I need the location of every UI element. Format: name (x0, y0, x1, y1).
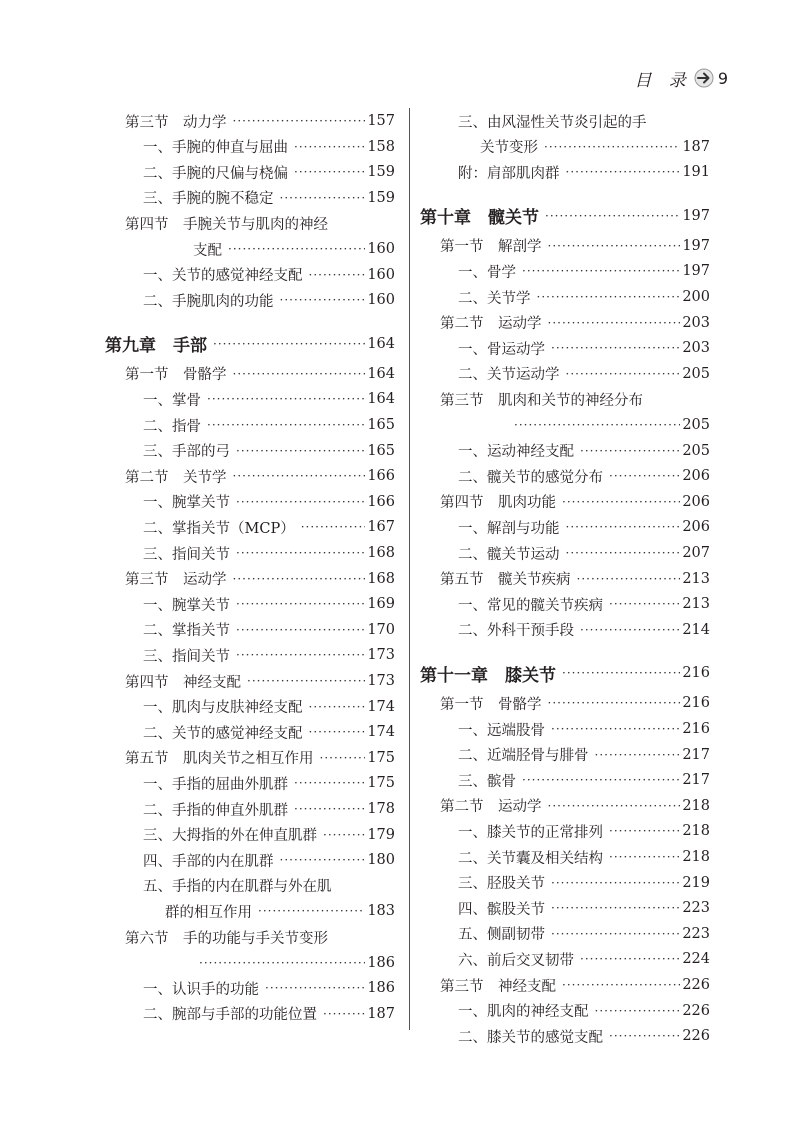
toc-leader-dots (213, 337, 365, 351)
toc-entry-page: 226 (682, 977, 710, 993)
toc-entry-page: 183 (367, 903, 395, 920)
toc-entry-label: 二、掌指关节 (143, 623, 230, 640)
toc-entry-page: 167 (367, 519, 395, 536)
toc-entry (420, 946, 710, 972)
toc-entry-page: 187 (682, 138, 710, 155)
toc-entry-page: 160 (367, 292, 395, 309)
toc-entry-label: 二、手指的伸直外肌群 (143, 802, 288, 819)
toc-entry-page: 178 (367, 801, 395, 817)
toc-entry-page: 186 (367, 954, 395, 971)
toc-leader-dots (609, 824, 680, 838)
toc-entry (105, 770, 395, 796)
toc-leader-dots (320, 751, 366, 765)
toc-leader-dots (522, 773, 680, 787)
toc-entry-page: 200 (682, 289, 710, 305)
toc-entry-page: 166 (367, 493, 395, 510)
toc-entry (105, 975, 395, 1001)
toc-entry-label: 第三节 运动学 (125, 572, 227, 589)
toc-leader-dots (236, 597, 365, 611)
toc-entry (420, 716, 710, 742)
toc-entry-label: 三、由风湿性关节炎引起的手 (458, 114, 647, 131)
toc-entry (105, 924, 395, 950)
toc-entry-page: 206 (682, 468, 710, 485)
toc-entry-label: 四、手部的内在肌群 (143, 853, 274, 870)
toc-entry-page: 174 (367, 698, 395, 715)
toc-entry (105, 540, 395, 566)
toc-entry-label: 一、骨学 (458, 264, 516, 281)
toc-leader-dots (258, 904, 365, 918)
toc-leader-dots (551, 341, 680, 355)
toc-entry-label: 一、运动神经支配 (458, 444, 574, 461)
toc-entry-page: 218 (682, 849, 710, 865)
toc-entry (420, 310, 710, 336)
toc-entry-page: 158 (367, 138, 395, 155)
toc-entry-page: 174 (367, 724, 395, 741)
toc-leader-dots (233, 469, 366, 483)
toc-entry-page: 203 (682, 340, 710, 357)
toc-entry-label: 二、关节的感觉神经支配 (143, 725, 303, 742)
toc-leader-dots (301, 520, 366, 534)
toc-entry-page: 217 (682, 746, 710, 763)
toc-leader-dots (609, 469, 680, 483)
toc-leader-dots (294, 802, 365, 816)
toc-entry-label: 二、髋关节运动 (458, 546, 560, 563)
toc-entry-page: 219 (682, 874, 710, 891)
toc-leader-dots (551, 722, 680, 736)
toc-leader-dots (247, 674, 365, 688)
toc-entry (420, 386, 710, 412)
toc-leader-dots (580, 952, 680, 966)
toc-leader-dots (265, 981, 365, 995)
toc-entry-label: 关节变形 (480, 140, 538, 157)
toc-entry-label: 第二节 关节学 (125, 469, 227, 486)
toc-entry (420, 361, 710, 387)
toc-entry-label: 第四节 神经支配 (125, 674, 241, 691)
toc-entry-label: 一、骨运动学 (458, 341, 545, 358)
toc-entry-page: 169 (367, 596, 395, 613)
toc-entry-label: 一、关节的感觉神经支配 (143, 268, 303, 285)
toc-entry-label: 第十章 髋关节 (420, 208, 539, 229)
toc-entry (420, 233, 710, 259)
toc-leader-dots (207, 418, 365, 432)
toc-entry-label: 第一节 解剖学 (440, 239, 542, 256)
toc-entry-page: 179 (367, 826, 395, 843)
toc-entry (420, 617, 710, 643)
toc-entry (105, 591, 395, 617)
toc-leader-dots (309, 725, 366, 739)
toc-leader-dots (595, 748, 681, 762)
toc-entry-page: 164 (367, 335, 395, 352)
toc-entry-label: 一、手指的屈曲外肌群 (143, 776, 288, 793)
column-divider (409, 108, 410, 1030)
toc-entry (420, 258, 710, 284)
toc-leader-dots (566, 520, 681, 534)
toc-entry-page: 160 (367, 241, 395, 257)
toc-entry-page: 175 (367, 775, 395, 792)
toc-entry-label: 支配 (193, 242, 222, 259)
toc-entry (105, 287, 395, 313)
toc-entry (105, 898, 395, 924)
toc-entry-page: 168 (367, 545, 395, 561)
toc-entry-label: 一、掌骨 (143, 392, 201, 409)
toc-entry-page: 175 (367, 749, 395, 766)
toc-entry-page: 157 (367, 113, 395, 129)
toc-entry-label: 三、手部的弓 (143, 444, 230, 461)
toc-entry-label: 二、手腕肌肉的功能 (143, 293, 274, 310)
toc-entry-page: 165 (367, 417, 395, 433)
toc-entry-label: 一、远端股骨 (458, 722, 545, 739)
toc-entry-page: 224 (682, 951, 710, 968)
toc-entry-page: 197 (682, 207, 710, 224)
toc-entry-label: 群的相互作用 (165, 904, 252, 921)
toc-entry (420, 921, 710, 947)
toc-entry-label: 三、大拇指的外在伸直肌群 (143, 828, 317, 845)
toc-entry-page: 216 (682, 695, 710, 712)
toc-entry-page: 205 (682, 365, 710, 382)
toc-entry (105, 822, 395, 848)
toc-entry (420, 489, 710, 515)
toc-entry-label: 第三节 肌肉和关节的神经分布 (440, 392, 643, 409)
toc-entry (105, 438, 395, 464)
toc-entry-page: 173 (367, 647, 395, 664)
toc-leader-dots (609, 1029, 680, 1043)
toc-entry-label: 二、腕部与手部的功能位置 (143, 1007, 317, 1024)
toc-entry-label: 二、外科干预手段 (458, 623, 574, 640)
toc-leader-dots (580, 623, 680, 637)
toc-entry-page: 159 (367, 189, 395, 206)
toc-entry-label: 六、前后交叉韧带 (458, 952, 574, 969)
toc-leader-dots (548, 799, 681, 813)
toc-chapter (420, 656, 710, 690)
toc-entry-label: 第十一章 膝关节 (420, 665, 556, 686)
toc-entry (420, 566, 710, 592)
toc-leader-dots (236, 546, 365, 560)
toc-entry-label: 三、髌骨 (458, 773, 516, 790)
toc-entry (105, 642, 395, 668)
toc-entry-page: 164 (367, 391, 395, 408)
toc-entry-label: 三、指间关节 (143, 648, 230, 665)
toc-leader-dots (566, 367, 681, 381)
toc-entry-page: 205 (682, 417, 710, 433)
toc-entry (105, 694, 395, 720)
toc-entry-label: 第六节 手的功能与手关节变形 (125, 930, 328, 947)
toc-entry (105, 108, 395, 134)
toc-entry-label: 第九章 手部 (105, 336, 207, 357)
toc-entry-page: 203 (682, 314, 710, 331)
toc-entry-label: 二、关节运动学 (458, 367, 560, 384)
toc-entry-label: 二、近端胫骨与腓骨 (458, 748, 589, 765)
toc-entry-page: 170 (367, 621, 395, 638)
toc-entry-label: 第二节 运动学 (440, 799, 542, 816)
toc-entry (105, 210, 395, 236)
toc-entry-page: 197 (682, 237, 710, 254)
toc-leader-dots (566, 546, 681, 560)
toc-entry-page: 217 (682, 772, 710, 789)
toc-entry-page: 207 (682, 545, 710, 561)
toc-leader-dots (577, 572, 681, 586)
toc-leader-dots (294, 140, 365, 154)
toc-entry-label: 第五节 肌肉关节之相互作用 (125, 751, 314, 768)
toc-entry-page: 159 (367, 164, 395, 181)
running-header (634, 64, 728, 92)
toc-leader-dots (545, 209, 680, 223)
toc-leader-dots (280, 293, 366, 307)
toc-entry-label: 五、手指的内在肌群与外在肌 (143, 879, 332, 896)
toc-entry (420, 540, 710, 566)
toc-leader-dots (233, 572, 366, 586)
toc-entry-page: 205 (682, 442, 710, 459)
toc-entry (105, 134, 395, 160)
toc-leader-dots (548, 316, 681, 330)
toc-entry-label: 第一节 骨骼学 (440, 696, 542, 713)
toc-entry (420, 412, 710, 438)
toc-entry-page: 186 (367, 980, 395, 997)
toc-leader-dots (233, 114, 366, 128)
toc-entry (105, 745, 395, 771)
toc-entry-label: 二、髋关节的感觉分布 (458, 469, 603, 486)
toc-entry-label: 二、掌指关节（MCP） (143, 520, 295, 537)
toc-entry-label: 四、髌股关节 (458, 901, 545, 918)
header-page-number: 9 (717, 68, 728, 88)
toc-entry-label: 二、膝关节的感觉支配 (458, 1029, 603, 1046)
toc-entry-page: 213 (682, 596, 710, 613)
toc-entry (105, 412, 395, 438)
toc-entry-label: 一、腕掌关节 (143, 597, 230, 614)
toc-entry-label: 一、常见的髋关节疾病 (458, 597, 603, 614)
toc-entry (420, 767, 710, 793)
toc-entry-page: 218 (682, 823, 710, 840)
toc-entry-page: 206 (682, 519, 710, 536)
toc-entry-page: 214 (682, 621, 710, 638)
toc-entry-page: 218 (682, 797, 710, 814)
toc-leader-dots (207, 392, 365, 406)
toc-leader-dots (522, 264, 680, 278)
toc-entry-label: 二、指骨 (143, 418, 201, 435)
toc-entry (105, 361, 395, 387)
toc-entry (105, 514, 395, 540)
toc-chapter (420, 199, 710, 233)
toc-entry-label: 二、关节学 (458, 290, 531, 307)
header-title: 目 录 (634, 70, 692, 91)
toc-entry-page: 206 (682, 493, 710, 510)
toc-leader-dots (548, 696, 681, 710)
toc-entry (420, 1023, 710, 1049)
toc-entry-page: 216 (682, 721, 710, 737)
toc-entry-page: 166 (367, 468, 395, 485)
toc-entry (105, 236, 395, 262)
toc-entry-label: 一、解剖与功能 (458, 520, 560, 537)
toc-entry (420, 895, 710, 921)
toc-leader-dots (236, 648, 365, 662)
toc-entry-page: 223 (682, 900, 710, 917)
toc-entry (105, 262, 395, 288)
toc-entry (105, 1001, 395, 1027)
toc-entry-label: 一、膝关节的正常排列 (458, 824, 603, 841)
toc-entry-label: 第四节 手腕关节与肌肉的神经 (125, 216, 328, 233)
toc-entry-label: 一、腕掌关节 (143, 495, 230, 512)
toc-entry (420, 159, 710, 185)
toc-entry (105, 796, 395, 822)
toc-entry-label: 附：肩部肌肉群 (458, 165, 560, 182)
toc-entry (420, 690, 710, 716)
toc-leader-dots (233, 367, 366, 381)
toc-entry-page: 164 (367, 365, 395, 382)
toc-entry (105, 847, 395, 873)
toc-entry-page: 165 (367, 442, 395, 459)
toc-leader-dots (609, 597, 680, 611)
toc-chapter (105, 327, 395, 361)
toc-entry (105, 719, 395, 745)
toc-entry-page: 191 (682, 164, 710, 181)
toc-entry-label: 第四节 肌肉功能 (440, 495, 556, 512)
toc-leader-dots (309, 700, 366, 714)
toc-leader-dots (609, 850, 680, 864)
toc-entry (420, 870, 710, 896)
toc-leader-dots (551, 876, 680, 890)
toc-entry-page: 180 (367, 852, 395, 869)
toc-entry-label: 第三节 神经支配 (440, 978, 556, 995)
toc-entry (420, 134, 710, 160)
toc-entry-label: 一、肌肉与皮肤神经支配 (143, 700, 303, 717)
toc-entry (420, 335, 710, 361)
toc-entry (105, 668, 395, 694)
toc-entry-label: 第五节 髋关节疾病 (440, 572, 571, 589)
toc-entry-page: 173 (367, 673, 395, 689)
toc-leader-dots (580, 444, 680, 458)
toc-entry (105, 489, 395, 515)
toc-leader-dots (537, 290, 681, 304)
toc-leader-dots (562, 978, 680, 992)
right-arrow-circle-icon (694, 68, 714, 88)
toc-leader-dots (236, 444, 365, 458)
toc-entry (420, 108, 710, 134)
toc-leader-dots (236, 623, 365, 637)
toc-entry (420, 844, 710, 870)
toc-entry (105, 463, 395, 489)
toc-entry (420, 438, 710, 464)
toc-leader-dots (514, 418, 680, 432)
toc-entry (420, 972, 710, 998)
toc-entry (420, 742, 710, 768)
toc-entry (105, 873, 395, 899)
toc-entry-label: 三、指间关节 (143, 546, 230, 563)
toc-entry-label: 五、侧副韧带 (458, 927, 545, 944)
toc-leader-dots (323, 1007, 365, 1021)
toc-entry-label: 一、认识手的功能 (143, 981, 259, 998)
toc-entry-page: 213 (682, 570, 710, 587)
toc-entry (105, 185, 395, 211)
toc-leader-dots (236, 495, 365, 509)
toc-entry (420, 591, 710, 617)
toc-entry-page: 226 (682, 1002, 710, 1019)
toc-leader-dots (551, 927, 680, 941)
toc-leader-dots (280, 853, 366, 867)
toc-entry-label: 一、手腕的伸直与屈曲 (143, 140, 288, 157)
toc-entry (420, 818, 710, 844)
toc-entry-page: 216 (682, 665, 710, 682)
toc-entry-page: 223 (682, 925, 710, 942)
toc-entry (105, 950, 395, 976)
toc-leader-dots (294, 165, 365, 179)
toc-leader-dots (294, 776, 365, 790)
toc-entry-label: 第一节 骨骼学 (125, 367, 227, 384)
toc-leader-dots (323, 828, 365, 842)
toc-entry-label: 第三节 动力学 (125, 114, 227, 131)
toc-entry-label: 三、胫股关节 (458, 876, 545, 893)
toc-entry-page: 187 (367, 1005, 395, 1022)
toc-entry-label: 二、关节囊及相关结构 (458, 850, 603, 867)
toc-leader-dots (548, 239, 681, 253)
toc-leader-dots (595, 1004, 681, 1018)
toc-entry (105, 617, 395, 643)
toc-leader-dots (228, 242, 365, 256)
toc-entry-label: 第二节 运动学 (440, 316, 542, 333)
toc-entry-label: 三、手腕的腕不稳定 (143, 191, 274, 208)
toc-leader-dots (551, 901, 680, 915)
toc-leader-dots (199, 956, 365, 970)
toc-entry (420, 514, 710, 540)
toc-leader-dots (562, 495, 680, 509)
toc-entry (420, 793, 710, 819)
toc-leader-dots (309, 268, 366, 282)
toc-entry (420, 284, 710, 310)
toc-entry (105, 159, 395, 185)
toc-leader-dots (280, 191, 366, 205)
toc-entry-label: 一、肌肉的神经支配 (458, 1004, 589, 1021)
toc-entry (105, 566, 395, 592)
toc-entry-label: 二、手腕的尺偏与桡偏 (143, 165, 288, 182)
toc-entry-page: 226 (682, 1028, 710, 1045)
toc-entry (420, 463, 710, 489)
toc-leader-dots (562, 666, 680, 680)
toc-entry (420, 998, 710, 1024)
toc-entry-page: 160 (367, 266, 395, 283)
toc-leader-dots (544, 140, 680, 154)
toc-leader-dots (566, 165, 681, 179)
toc-entry-page: 168 (367, 570, 395, 587)
toc-entry (105, 386, 395, 412)
toc-entry-page: 197 (682, 263, 710, 280)
